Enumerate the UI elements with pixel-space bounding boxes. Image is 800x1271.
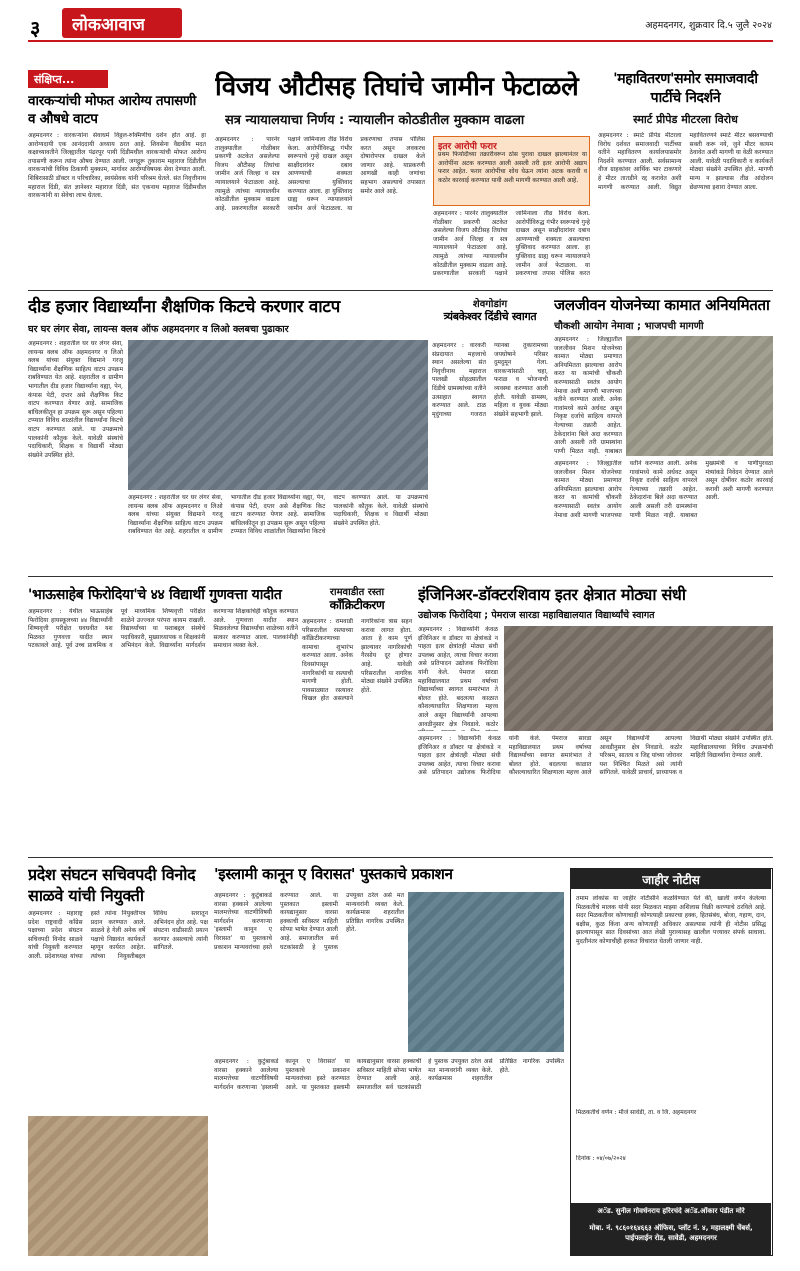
engineer-body: अहमदनगर : विद्यार्थ्यांनी केवळ इंजिनिअर व डॉक्टर या क्षेत्रांकडे न पाहता इतर क्षेत्रांतही मोठ्या संधी उपलब्ध आहेत, त्याचा विचार करावा असे प्रतिपादन उद्योजक फिरोदिया यांनी केले. पेमराज सारडा महाविद्यालयात प्रथम वर्षाच्या विद्यार्थ्यांच्या स्वागत समारंभात ते बोलत होते. बदलत्या काळात कौशल्याधारित शिक्षणाला महत्त्व आले असून विद्यार्थ्यांनी आपल्या आवडीनुसार क्षेत्र निवडावे. कठोर — [418, 626, 498, 728]
mahavitaran-story — [598, 70, 773, 285]
shevgaon-body: अहमदनगर : वारकरी संप्रदायात महत्त्वाचे स्थान असलेल्या संत निवृत्तीनाथ महाराज पालखी सोहळ्यातील दिंडीचे ग्रामस्थांच्या वतीने उत्साहात स्वागत करण्यात आले. टाळ मृदुंगाच्या गजरात ग्यानबा तुकारामच्या जयघोषाने परिसर दुमदुमून गेला. वारकऱ्यांसाठी चहा, फराळ व भोजनाची व्यवस्था करण्यात आली होती. यावेळी ग्रामस्थ, महिला व युवक मोठ्या संख्येने सहभागी झाले. — [432, 342, 548, 418]
education-headline: दीड हजार विद्यार्थ्यांना शैक्षणिक किटचे करणार वाटप — [28, 297, 341, 317]
mahavitaran-body: अहमदनगर : स्मार्ट प्रीपेड मीटरला विरोध दर्शवत समाजवादी पार्टीच्या वतीने महावितरण कार्यालयासमोर निदर्शने करण्यात आली. सर्वसामान्य वीज ग्राहकांवर आर्थिक भार टाकणारे हे मीटर तातडीने रद्द करावेत अशी मागणी करण्यात आली. विद्युत महावितरणने स्मार्ट मीटर बसवण्याची सक्ती करू नये, जुने मीटर कायम ठेवावेत अशी मागणी या वेळी करण्यात आली. यावेळी पदाधिकारी व कार्यकर्ते मोठ्या संख्येने उपस्थित होते. मागणी मान्य न झाल्यास तीव्र आंदोलन छेडण्याचा इशारा देण्यात आला. — [598, 132, 773, 191]
notice-property: मिळकतीचे वर्णन : मौजे सावेडी, ता. व जि. अहमदनगर — [576, 1109, 697, 1116]
ramwadi-body: अहमदनगर : रामवाडी परिसरातील रस्त्याच्या कॉंक्रिटीकरणाच्या कामाचा शुभारंभ करण्यात आला. अनेक दिवसांपासून नागरिकांची या रस्त्याची मागणी होती. पावसाळ्यात रस्त्यावर चिखल होत असल्याने नागरिकांना त्रास सहन करावा लागत होता. आता हे काम पूर्ण झाल्यावर नागरिकांची गैरसोय दूर होणार आहे. यावेळी परिसरातील नागरिक मोठ्या संख्येने उपस्थित होते. — [302, 618, 412, 703]
shevgaon-headline: त्र्यंबकेश्वर दिंडीचे स्वागत — [443, 310, 537, 323]
public-notice — [570, 868, 773, 1256]
lead-body-cont: अहमदनगर : पारनेर तालुक्यातील गोळीबार प्रकरणी अटकेत असलेल्या विजय औटीसह तिघांचा जामीन अर्ज जिल्हा व सत्र न्यायालयाने फेटाळला आहे. त्यामुळे त्यांच्या न्यायालयीन कोठडीतील मुक्काम वाढला आहे. प्रकरणातील सरकारी पक्षाने जामिनाला तीव्र विरोध केला. आरोपींविरुद्ध गंभीर स्वरूपाचे गुन्हे दाखल असून साक्षीदारांवर दबाव आणण्याची शक्यता असल्याचा युक्तिवाद करण्यात आला. हा युक्तिवाद ग्राह्य धरून न्यायालयाने जामीन अर्ज फेटाळला. या प्रकरणाचा तपास पोलिस करत — [433, 210, 590, 278]
education-kit-story — [28, 296, 428, 571]
ramwadi-story — [302, 582, 412, 852]
ramwadi-label: रामवाडीत रस्ता — [329, 587, 385, 598]
engineer-story — [418, 582, 773, 852]
jaljeevan-body: अहमदनगर : जिल्ह्यातील जलजीवन मिशन योजनेच्या कामात मोठ्या प्रमाणात अनियमितता झाल्याचा आरोप करत या कामांची चौकशी करण्यासाठी स्वतंत्र आयोग नेमावा अशी मागणी भाजपच्या वतीने करण्यात आली. अनेक गावांमध्ये कामे अर्धवट असून निकृष्ट दर्जाचे साहित्य वापरले गेल्याच्या तक्रारी आहेत. ठेकेदारांना बिले अदा करण्यात आली असली तरी ग्रामस्थांना पाणी मिळत नाही. याबाबत — [554, 336, 622, 455]
education-subhead: घर घर लंगर सेवा, लायन्स क्लब ऑफ अहमदनगर व लिओ क्लबचा पुढाकार — [28, 324, 289, 335]
page-header — [0, 0, 800, 50]
brief-section — [28, 70, 208, 285]
jaljeevan-headline: जलजीवन योजनेच्या कामात अनियमितता — [554, 296, 770, 314]
jaljeevan-story — [554, 296, 773, 571]
education-body-cont: अहमदनगर : शहरातील घर घर लंगर सेवा, लायन्स क्लब ऑफ अहमदनगर व लिओ क्लब यांच्या संयुक्त विद्यमाने गरजू विद्यार्थ्यांना शैक्षणिक साहित्य वाटप उपक्रम राबविण्यात येत आहे. शहरातील व ग्रामीण भागातील दीड हजार विद्यार्थ्यांना वह्या, पेन, कंपास पेटी, दप्तर असे शैक्षणिक किट वाटप करण्यात येणार आहे. सामाजिक बांधिलकीतून हा उपक्रम सुरू असून पहिल्या टप्प्यात विविध शाळांतील विद्यार्थ्यांना किटचे वाटप करण्यात आले. या उपक्रमाचे पालकांनी कौतुक केले. यावेळी संस्थांचे पदाधिकारी, शिक्षक व विद्यार्थी मोठ्या संख्येने उपस्थित होते. — [128, 494, 428, 536]
pradesh-body: अहमदनगर : महाराष्ट्र प्रदेश राष्ट्रवादी काँग्रेस पक्षाच्या प्रदेश संघटन सचिवपदी विनोद साळवे यांची नियुक्ती करण्यात आली. प्रदेशाध्यक्ष यांच्या हस्ते त्यांना नियुक्तीपत्र प्रदान करण्यात आले. साळवे हे गेली अनेक वर्षे पक्षाचे निष्ठावंत कार्यकर्ते म्हणून कार्यरत आहेत. त्यांच्या नियुक्तीबद्दल विविध स्तरातून अभिनंदन होत आहे. पक्ष संघटना वाढीसाठी प्रयत्न करणार असल्याचे त्यांनी सांगितले. — [28, 910, 208, 960]
book-launch-story — [214, 862, 564, 1257]
brief-title: वारकऱ्यांची मोफत आरोग्य तपासणी व औषधे वाटप — [28, 93, 196, 127]
jaljeevan-subhead: चौकशी आयोग नेमावा ; भाजपची मागणी — [554, 321, 704, 332]
book-launch-body: अहमदनगर : कुटुंबाकडे वारसा हक्काने आलेल्या मालमत्तेच्या वाटणीविषयी मार्गदर्शन करणाऱ्या 'इस्लामी कानून ए विरासत' या पुस्तकाचे प्रकाशन मान्यवरांच्या हस्ते करण्यात आले. या पुस्तकात इस्लामी कायद्यानुसार वारसा हक्काची सविस्तर माहिती सोप्या भाषेत देण्यात आली आहे. समाजातील सर्व घटकांसाठी हे पुस्तक उपयुक्त ठरेल असे मत मान्यवरांनी व्यक्त केले. कार्यक्रमास शहरातील प्रतिष्ठित नागरिक उपस्थित होते. — [214, 892, 404, 951]
shevgaon-label: शेवगोडांग — [472, 299, 508, 310]
fact-box: इतर आरोपी फरार प्रथम फिर्यादीच्या तक्रारीवरून ठोस पुरावा दाखल झाल्यानंतर या आरोपींना अटक करण्यात आली असली तरी इतर आरोपी अद्याप फरार आहेत. फरार आरोपींचा शोध घेऊन त्यांना अटक करावी व कठोर कारवाई करण्यात यावी अशी मागणी करण्यात आली आहे. — [433, 136, 590, 206]
shevgaon-story — [432, 296, 548, 571]
ramwadi-headline: कॉंक्रिटीकरण — [329, 598, 385, 612]
saalve-photo — [28, 1116, 208, 1256]
notice-footer: अॅड. सुनील गोवर्धनराय हरिरचंदे अॅड.ओंकार पंडीत मोरे मोबा. नं. ९८६०१६४६६३ ऑफिस, प्लॉट नं. ४, महालक्ष्मी चेंबर्स, पाईपलाईन रोड, सावेडी, अहमदनगर — [571, 1203, 771, 1255]
book-launch-body-cont: अहमदनगर : कुटुंबाकडे वारसा हक्काने आलेल्या मालमत्तेच्या वाटणीविषयी मार्गदर्शन करणाऱ्या 'इस्लामी कानून ए विरासत' या पुस्तकाचे प्रकाशन मान्यवरांच्या हस्ते करण्यात आले. या पुस्तकात इस्लामी कायद्यानुसार वारसा हक्काची सविस्तर माहिती सोप्या भाषेत देण्यात आली आहे. समाजातील सर्व घटकांसाठी हे पुस्तक उपयुक्त ठरेल असे मत मान्यवरांनी व्यक्त केले. कार्यक्रमास शहरातील प्रतिष्ठित नागरिक उपस्थित होते. — [214, 1058, 564, 1091]
firodiya-body: अहमदनगर : येथील भाऊसाहेब फिरोदिया हायस्कूलच्या ४४ विद्यार्थ्यांनी शिष्यवृत्ती परीक्षेत घवघवीत यश मिळवत गुणवत्ता यादीत स्थान पटकावले आहे. पूर्व उच्च प्राथमिक व पूर्व माध्यमिक शिष्यवृत्ती परीक्षेत शाळेने उज्ज्वल परंपरा कायम राखली. विद्यार्थ्यांच्या या यशाबद्दल संस्थेचे पदाधिकारी, मुख्याध्यापक व शिक्षकांनी अभिनंदन केले. विद्यार्थ्यांना मार्गदर्शन करणाऱ्या शिक्षकांचेही कौतुक करण्यात आले. गुणवत्ता यादीत स्थान मिळवलेल्या विद्यार्थ्यांचा शाळेच्या वतीने सत्कार करण्यात आला. पालकांनीही समाधान व्यक्त केले. — [28, 608, 298, 650]
jaljeevan-photo — [626, 336, 773, 456]
mahavitaran-subhead: स्मार्ट प्रीपेड मीटरला विरोध — [633, 113, 738, 126]
lead-story — [215, 70, 590, 285]
book-launch-headline: 'इस्लामी कानून ए विरासत' पुस्तकाचे प्रकाशन — [214, 865, 453, 883]
engineer-body-cont: अहमदनगर : विद्यार्थ्यांनी केवळ इंजिनिअर व डॉक्टर या क्षेत्रांकडे न पाहता इतर क्षेत्रांतही मोठ्या संधी उपलब्ध आहेत, त्याचा विचार करावा असे प्रतिपादन उद्योजक फिरोदिया यांनी केले. पेमराज सारडा महाविद्यालयात प्रथम वर्षाच्या विद्यार्थ्यांच्या स्वागत समारंभात ते बोलत होते. बदलत्या काळात कौशल्याधारित शिक्षणाला महत्त्व आले असून विद्यार्थ्यांनी आपल्या आवडीनुसार क्षेत्र निवडावे. कठोर परिश्रम, सातत्य व जिद्द यांच्या जोरावर यश निश्चित मिळते असे त्यांनी सांगितले. यावेळी प्राचार्य, प्राध्यापक व विद्यार्थी मोठ्या संख्येने उपस्थित होते. महाविद्यालयाच्या विविध उपक्रमांची माहिती विद्यार्थ्यांना देण्यात आली. — [418, 735, 773, 777]
notice-body: तमाम लोकांस या जाहीर नोटीसीने कळविण्यात येते की, खाली वर्णन केलेल्या मिळकतीचे मालक यांनी सदर मिळकत माझ्या अशिलास विक्री करण्याचे ठरविले आहे. सदर मिळकतीवर कोणाचाही कोणत्याही प्रकारचा हक्क, हितसंबंध, बोजा, गहाण, दान, बक्षीस, कुळ किंवा अन्य कोणताही अधिकार असल्यास त्यांनी ही नोटीस प्रसिद्ध झाल्यापासून सात दिवसांच्या आत लेखी पुराव्यासह खालील पत्त्यावर संपर्क साधावा. मुदतीनंतर कोणाचीही हरकत विचारात घेतली जाणार नाही. — [576, 895, 766, 945]
engineer-headline: इंजिनिअर-डॉक्टरशिवाय इतर क्षेत्रात मोठ्या संधी — [418, 585, 686, 604]
notice-title: जाहीर नोटीस — [571, 869, 771, 889]
firodiya-story — [28, 582, 298, 852]
firodiya-headline: 'भाऊसाहेब फिरोदिया'चे ४४ विद्यार्थी गुणवत्ता यादीत — [28, 587, 282, 603]
notice-date: दिनांक : ०४/०७/२०२४ — [576, 1155, 626, 1162]
book-launch-photo — [408, 892, 564, 1052]
mahavitaran-headline: 'महावितरण'समोर समाजवादी पार्टीचे निदर्शने — [613, 71, 758, 106]
lead-subhead: सत्र न्यायालयाचा निर्णय : न्यायालीन कोठडीतील मुक्काम वाढला — [225, 113, 525, 128]
engineer-subhead: उद्योजक फिरोदिया ; पेमराज सारडा महाविद्यालयात विद्यार्थ्यांचे स्वागत — [418, 610, 655, 621]
dateline: अहमदनगर, शुक्रवार दि.५ जुलै २०२४ — [645, 20, 772, 31]
brief-body: अहमदनगर : वारकऱ्यांना सेवाधर्म विठ्ठल-रुक्मिणीच दर्शन होत आहे. हा आरोग्यदायी एक आनंददायी अध्याय ठरत आहे. शिवसेना वैद्यकीय मदत कक्षाच्यावतीने जिल्ह्यातील पंढरपूर पायी दिंडीमधील वारकऱ्यांची मोफत आरोग्य तपासणी करून त्यांना औषध देण्यात आली. जगद्गुरू तुकाराम महाराज दिंडीतील वारकऱ्यांची विविध ठिकाणी मुक्काम, मार्गावर आरोग्यविषयक सेवा देण्यात आली. शिबिरासाठी डॉक्टर व परिचारिका, स्वयंसेवक यांनी परिश्रम घेतले. संत निवृत्तीनाथ महाराज दिंडी, संत ज्ञानेश्वर महाराज दिंडी, संत एकनाथ महाराज दिंडीमधील वारकऱ्यांनी या सेवेचा लाभ घेतला. — [28, 132, 206, 200]
education-body: अहमदनगर : शहरातील घर घर लंगर सेवा, लायन्स क्लब ऑफ अहमदनगर व लिओ क्लब यांच्या संयुक्त विद्यमाने गरजू विद्यार्थ्यांना शैक्षणिक साहित्य वाटप उपक्रम राबविण्यात येत आहे. शहरातील व ग्रामीण भागातील दीड हजार विद्यार्थ्यांना वह्या, पेन, कंपास पेटी, दप्तर असे शैक्षणिक किट वाटप करण्यात येणार आहे. सामाजिक बांधिलकीतून हा उपक्रम सुरू असून पहिल्या टप्प्यात विविध शाळांतील विद्यार्थ्यांना किटचे वाटप करण्यात आले. या उपक्रमाचे पालकांनी कौतुक केले. यावेळी संस्थांचे पदाधिकारी, शिक्षक व विद्यार्थी मोठ्या संख्येने उपस्थित होते. — [28, 340, 123, 459]
masthead-logo: लोकआवाज — [62, 8, 182, 38]
lead-body: अहमदनगर : पारनेर तालुक्यातील गोळीबार प्रकरणी अटकेत असलेल्या विजय औटीसह तिघांचा जामीन अर्ज जिल्हा व सत्र न्यायालयाने फेटाळला आहे. त्यामुळे त्यांच्या न्यायालयीन कोठडीतील मुक्काम वाढला आहे. प्रकरणातील सरकारी पक्षाने जामिनाला तीव्र विरोध केला. आरोपींविरुद्ध गंभीर स्वरूपाचे गुन्हे दाखल असून साक्षीदारांवर दबाव आणण्याची शक्यता असल्याचा युक्तिवाद करण्यात आला. हा युक्तिवाद ग्राह्य धरून न्यायालयाने जामीन अर्ज फेटाळला. या प्रकरणाचा तपास पोलिस करत असून लवकरच दोषारोपपत्र दाखल केले जाणार आहे. याप्रकरणी आणखी काही जणांचा सहभाग असल्याचे तपासात समोर आले आहे. — [215, 136, 425, 212]
pradesh-headline: प्रदेश संघटन सचिवपदी विनोद साळवे यांची नियुक्ती — [28, 865, 196, 905]
jaljeevan-body-cont: अहमदनगर : जिल्ह्यातील जलजीवन मिशन योजनेच्या कामात मोठ्या प्रमाणात अनियमितता झाल्याचा आरोप करत या कामांची चौकशी करण्यासाठी स्वतंत्र आयोग नेमावा अशी मागणी भाजपच्या वतीने करण्यात आली. अनेक गावांमध्ये कामे अर्धवट असून निकृष्ट दर्जाचे साहित्य वापरले गेल्याच्या तक्रारी आहेत. ठेकेदारांना बिले अदा करण्यात आली असली तरी ग्रामस्थांना पाणी मिळत नाही. याबाबत मुख्यमंत्री व पाणीपुरवठा मंत्र्यांकडे निवेदन देण्यात आले असून दोषींवर कठोर कारवाई करावी अशी मागणी करण्यात आली. — [554, 460, 773, 519]
pradesh-story — [28, 862, 208, 1257]
auditorium-photo — [504, 626, 773, 731]
header-rule — [28, 40, 773, 42]
brief-label: संक्षिप्त... — [28, 70, 108, 88]
students-photo — [128, 340, 428, 490]
lead-headline: विजय औटीसह तिघांचे जामीन फेटाळले — [215, 72, 579, 102]
page-number: ३ — [30, 16, 41, 40]
